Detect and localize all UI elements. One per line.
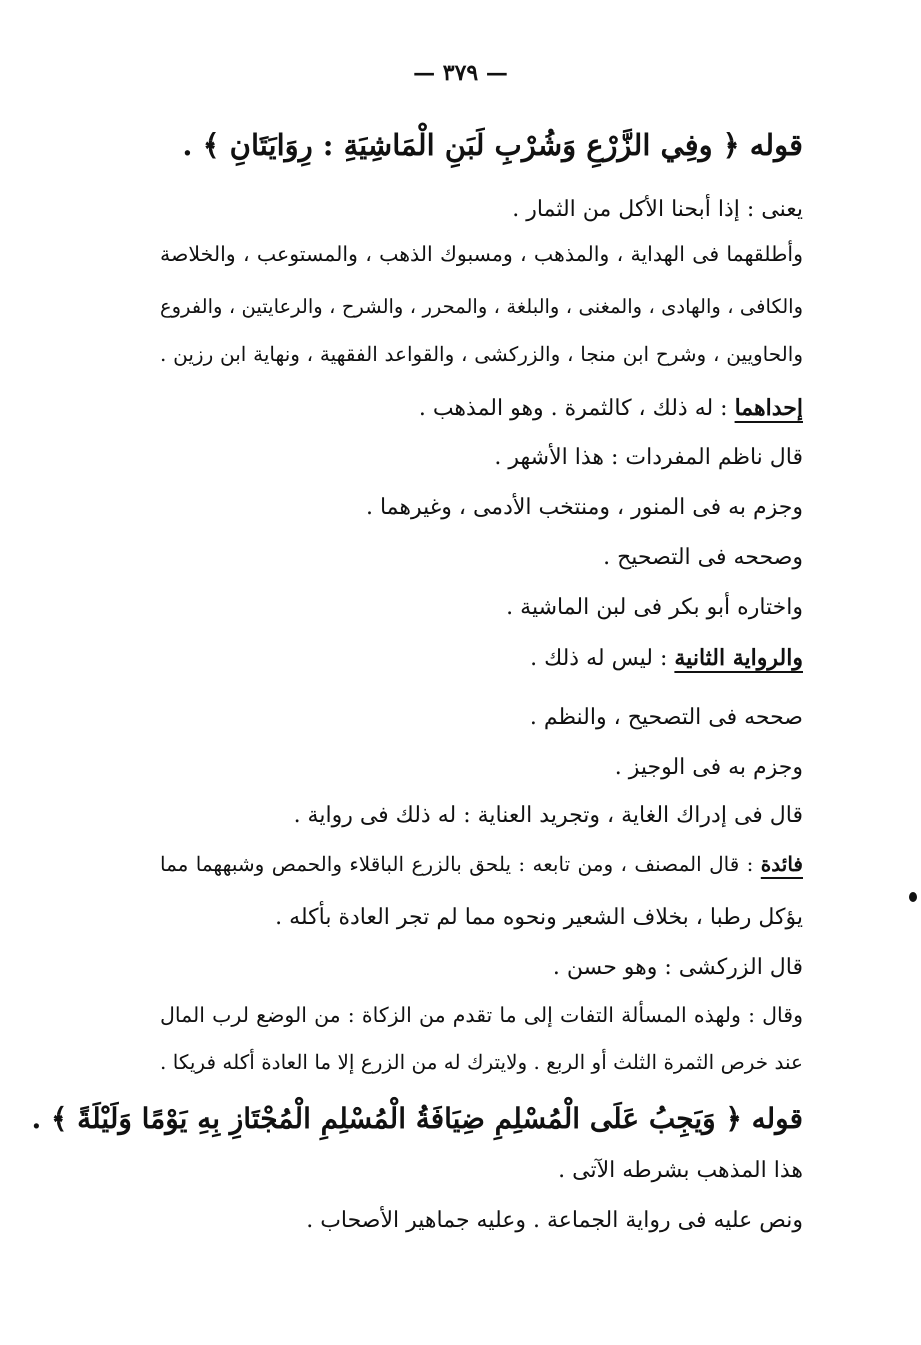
line-text: قوله ﴿ وَيَجِبُ عَلَى الْمُسْلِمِ ضِيَافَةُ الْمُسْلِمِ الْمُجْتَازِ بِهِ يَوْمًا وَلَيْلَةً ﴾ .: [31, 1102, 803, 1135]
line-lead: إحداهما: [734, 395, 803, 421]
line-lead: فائدة: [760, 852, 803, 876]
margin-ink-mark: [909, 892, 917, 902]
text-line: [506, 595, 803, 621]
text-line: [366, 495, 803, 521]
line-text: وجزم به فى المنور ، ومنتخب الأدمى ، وغيرهما .: [365, 495, 803, 520]
text-line: [32, 1102, 804, 1136]
text-line: [512, 197, 803, 223]
line-text: قال ناظم المفردات : هذا الأشهر .: [494, 445, 803, 470]
text-line: [306, 1208, 803, 1234]
line-text: : ليس له ذلك .: [530, 646, 675, 671]
text-line: [160, 852, 803, 876]
line-text: قال الزركشى : وهو حسن .: [552, 955, 803, 980]
text-line: [530, 645, 803, 672]
line-text: ونص عليه فى رواية الجماعة . وعليه جماهير الأصحاب .: [306, 1208, 803, 1233]
line-text: وأطلقهما فى الهداية ، والمذهب ، ومسبوك الذهب ، والمستوعب ، والخلاصة: [160, 242, 803, 266]
text-line: [160, 1050, 803, 1074]
line-text: هذا المذهب بشرطه الآتى .: [558, 1158, 803, 1183]
line-text: صححه فى التصحيح ، والنظم .: [529, 705, 803, 730]
text-line: [160, 1003, 803, 1028]
text-line: [494, 445, 803, 471]
line-text: وقال : ولهذه المسألة التفات إلى ما تقدم من الزكاة : من الوضع لرب المال: [160, 1003, 803, 1027]
text-line: [182, 128, 803, 163]
text-line: [419, 395, 803, 422]
line-text: يؤكل رطبا ، بخلاف الشعير ونحوه مما لم تجر العادة بأكله .: [275, 905, 803, 930]
text-line: [615, 755, 803, 781]
text-line: [294, 803, 803, 829]
text-line: [603, 545, 803, 571]
text-line: [275, 905, 803, 931]
line-text: والحاويين ، وشرح ابن منجا ، والزركشى ، والقواعد الفقهية ، ونهاية ابن رزين .: [160, 342, 803, 366]
text-line: [553, 955, 803, 981]
text-line: [530, 705, 803, 731]
text-line: [160, 242, 803, 267]
page-number: — ٣٧٩ —: [413, 60, 508, 86]
line-text: : قال المصنف ، ومن تابعه : يلحق بالزرع الباقلاء والحمص وشبههما مما: [160, 852, 761, 876]
line-text: وجزم به فى الوجيز .: [614, 755, 803, 780]
line-text: والكافى ، والهادى ، والمغنى ، والبلغة ، والمحرر ، والشرح ، والرعايتين ، والفروع: [160, 295, 803, 318]
line-text: وصححه فى التصحيح .: [603, 545, 803, 570]
line-lead: والرواية الثانية: [674, 645, 803, 671]
line-text: عند خرص الثمرة الثلث أو الربع . ولايترك له من الزرع إلا ما العادة أكله فريكا .: [160, 1050, 803, 1074]
text-line: [160, 342, 803, 366]
line-text: يعنى : إذا أبحنا الأكل من الثمار .: [512, 197, 803, 222]
line-text: : له ذلك ، كالثمرة . وهو المذهب .: [418, 396, 735, 421]
line-text: قوله ﴿ وفِي الزَّرْعِ وَشُرْبِ لَبَنِ الْمَاشِيَةِ : رِوَايَتَانِ ﴾ .: [182, 128, 803, 162]
text-line: [160, 295, 803, 318]
line-text: واختاره أبو بكر فى لبن الماشية .: [506, 595, 803, 620]
text-line: [558, 1158, 803, 1184]
line-text: قال فى إدراك الغاية ، وتجريد العناية : له ذلك فى رواية .: [293, 803, 803, 828]
